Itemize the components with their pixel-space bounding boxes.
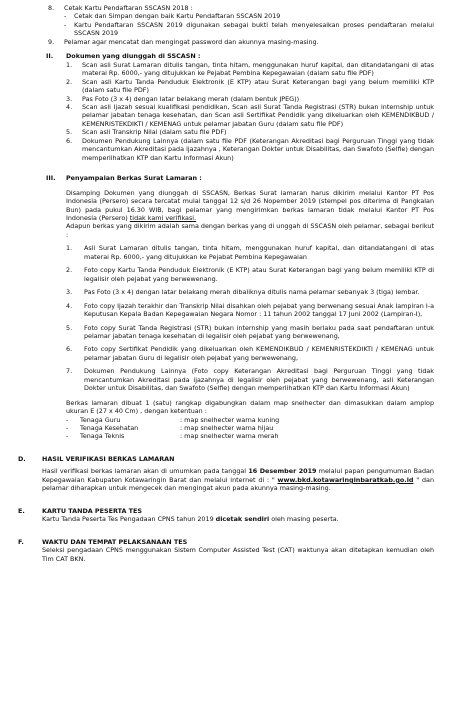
item-number: 8. <box>48 4 55 12</box>
section-ii-item: 3. Pas Foto (3 x 4) dengan latar belakang merah (dalam bentuk JPEG)) <box>66 94 300 103</box>
map-row: - Tenaga Guru : map snelhecter warna kuning <box>66 415 280 424</box>
section-iii-paragraph-2: Adapun berkas yang dikirim adalah sama dengan berkas yang di unggah di SSCASN oleh pelamar, sebagai berikut : <box>66 222 434 239</box>
section-ii-item: 1. Scan asli Surat Lamaran ditulis tangan, tinta hitam, menggunakan huruf kapital, dan ditandatangani di atas materai Rp. 6000,- yang ditujukkan ke Pejabat Pembina Kepegawaian (dalam satu file PDF) <box>66 60 434 78</box>
section-title: HASIL VERIFIKASI BERKAS LAMARAN <box>42 454 175 463</box>
item-number: 9. <box>48 37 55 46</box>
section-ii-item: 6. Dokumen Pendukung Lainnya (dalam satu file PDF (Keterangan Akreditasi bagi Perguruan Tinggi yang tidak mencantumkan Akreditasi pada ijazahnya , Keterangan Dokter untuk Disabilitas, dan Swafoto (Selfie) dengan memperlihatkan KTP dan Kartu Informasi Akun) <box>66 136 434 162</box>
section-e-body: Kartu Tanda Peserta Tes Pengadaan CPNS tahun 2019 dicetak sendiri oleh masing peserta. <box>42 515 339 524</box>
section-d-heading: D. HASIL VERIFIKASI BERKAS LAMARAN <box>18 454 175 463</box>
item-text: Cetak Kartu Pendaftaran SSCASN 2018 : <box>64 4 193 12</box>
map-row: - Tenaga Kesehatan : map snelhecter warna hijau <box>66 424 274 433</box>
section-e-heading: E. KARTU TANDA PESERTA TES <box>18 506 142 515</box>
section-iii-paragraph-1: Disamping Dokumen yang diunggah di SSCASN, Berkas Surat lamaran harus dikirim melalui Kantor PT Pos Indonesia (Persero) secara tercatat mulai tanggal 12 s/d 26 Nopember 2019 (stempel pos diterima di Pangkalan Bun) pada pukul 16.30 WIB, bagi pelamar yang mengirimkan berkas lamaran tidak melalui Kantor PT Pos Indonesia (Persero) tidak kami verifikasi. <box>66 188 434 222</box>
section-iii-item: 3. Pas Foto (3 x 4) dengan latar belakang merah dibaliknya ditulis nama pelamar sebanyak 3 (tiga) lembar. <box>66 288 420 297</box>
section-iii-item: 6. Foto copy Sertifikat Pendidik yang dikeluarkan oleh KEMENDIKBUD / KEMENRISTEKDIKTI / KEMENAG untuk pelamar jabatan Guru di legalisir oleh pejabat yang berwewenang, <box>66 345 434 362</box>
item-8-sub-2: - Kartu Pendaftaran SSCASN 2019 digunakan sebagai bukti telah menyelesaikan proses pendaftaran melalui SSCASN 2019 <box>64 20 434 38</box>
item-8-sub-1: - Cetak dan Simpan dengan baik Kartu Pendaftaran SSCASN 2019 <box>64 12 281 21</box>
section-ii-item: 4. Scan asli Ijazah sesuai kualifikasi pendidikan, Scan asli Surat Tanda Registrasi (STR) bukan internship untuk pelamar jabatan tenaga kesehatan, dan Scan asli Sertifikat Pendidik yang dikeluarkan oleh KEMENDIKBUD / KEMENRISTEKDIKTI / KEMENAG untuk pelamar jabatan Guru (dalam satu file PDF) <box>66 102 434 128</box>
map-color-table <box>66 416 434 441</box>
section-ii-heading: II. Dokumen yang diunggah di SSCASN : <box>46 52 201 61</box>
section-iii-item: 4. Foto copy Ijazah terakhir dan Transkrip Nilai disahkan oleh pejabat yang berwenang sesuai Anak lampiran I-a Keputusan Kepala Badan Kepegawaian Negara Nomor : 11 tahun 2002 tanggal 17 Juni 2002 (Lampiran-I), <box>66 301 434 319</box>
map-row: - Tenaga Teknis : map snelhecter warna merah <box>66 432 279 441</box>
bkd-website-link[interactable]: www.bkd.kotawaringinbaratkab.go.id <box>277 475 414 484</box>
section-ii-item: 2. Scan asli Kartu Tanda Penduduk Elektronik (E KTP) atau Surat Keterangan bagi yang belum memiliki KTP (dalam satu file PDF) <box>66 77 434 95</box>
section-title: Penyampaian Berkas Surat Lamaran : <box>66 174 202 183</box>
section-title: KARTU TANDA PESERTA TES <box>42 506 142 515</box>
section-iii-item: 2. Foto copy Kartu Tanda Penduduk Elektronik (E KTP) atau Surat Keterangan bagi yang belum memiliki KTP di legalisir oleh pejabat yang berwewenang. <box>66 266 434 283</box>
section-ii-item: 5. Scan asli Transkrip Nilai (dalam satu file PDF) <box>66 128 227 137</box>
section-iii-item: 1. Asli Surat Lamaran ditulis tangan, tinta hitam, menggunakan huruf kapital, dan ditandatangani di atas materai Rp. 6000,- yang ditujukkan ke Pejabat Pembina Kepegawaian <box>66 244 434 261</box>
section-f-heading: F. WAKTU DAN TEMPAT PELAKSANAAN TES <box>18 537 188 546</box>
section-iii-item: 7. Dokumen Pendukung Lainnya (Foto copy Keterangan Akreditasi bagi Perguruan Tinggi yang tidak mencantumkan Akreditasi pada ijazahnya di legalisir oleh pejabat yang berwewenang, asli Keterangan Dokter untuk Disabilitas, dan Swafoto (Selfie) dengan memperlihatkan KTP dan Kartu Informasi Akun) <box>66 367 434 393</box>
section-iii-item: 5. Foto copy Surat Tanda Registrasi (STR) bukan internship yang masih berlaku pada saat pendaftaran untuk pelamar jabatan tenaga kesehatan di legalisir oleh pejabat yang berwewenang, <box>66 323 434 340</box>
section-f-body: Seleksi pengadaan CPNS menggunakan Sistem Computer Assisted Test (CAT) waktunya akan ditetapkan kemudian oleh Tim CAT BKN. <box>42 546 434 563</box>
intro-item-8 <box>48 4 434 12</box>
item-text: Pelamar agar mencatat dan mengingat password dan akunnya masing-masing. <box>64 37 319 46</box>
section-iii-paragraph-3: Berkas lamaran dibuat 1 (satu) rangkap digabungkan dalam map snelhecter dan dimasukkan dalam amplop ukuran E (27 x 40 Cm) , dengan ketentuan : <box>66 398 434 416</box>
section-d-body: Hasil verifikasi berkas lamaran akan di umumkan pada tanggal 16 Desember 2019 melalui papan pengumuman Badan Kepegawaian Kabupaten Kotawaringin Barat dan melalui internet di : " www.bkd.kotawaringinbaratkab.go.id " dan pelamar diharapkan untuk mengecek dan mengingat akun pada akunnya masing-masing. <box>42 467 434 493</box>
intro-item-9 <box>48 38 434 46</box>
section-iii-heading: III. Penyampaian Berkas Surat Lamaran : <box>46 174 202 183</box>
section-title: Dokumen yang diunggah di SSCASN : <box>66 52 201 61</box>
section-title: WAKTU DAN TEMPAT PELAKSANAAN TES <box>42 537 188 546</box>
